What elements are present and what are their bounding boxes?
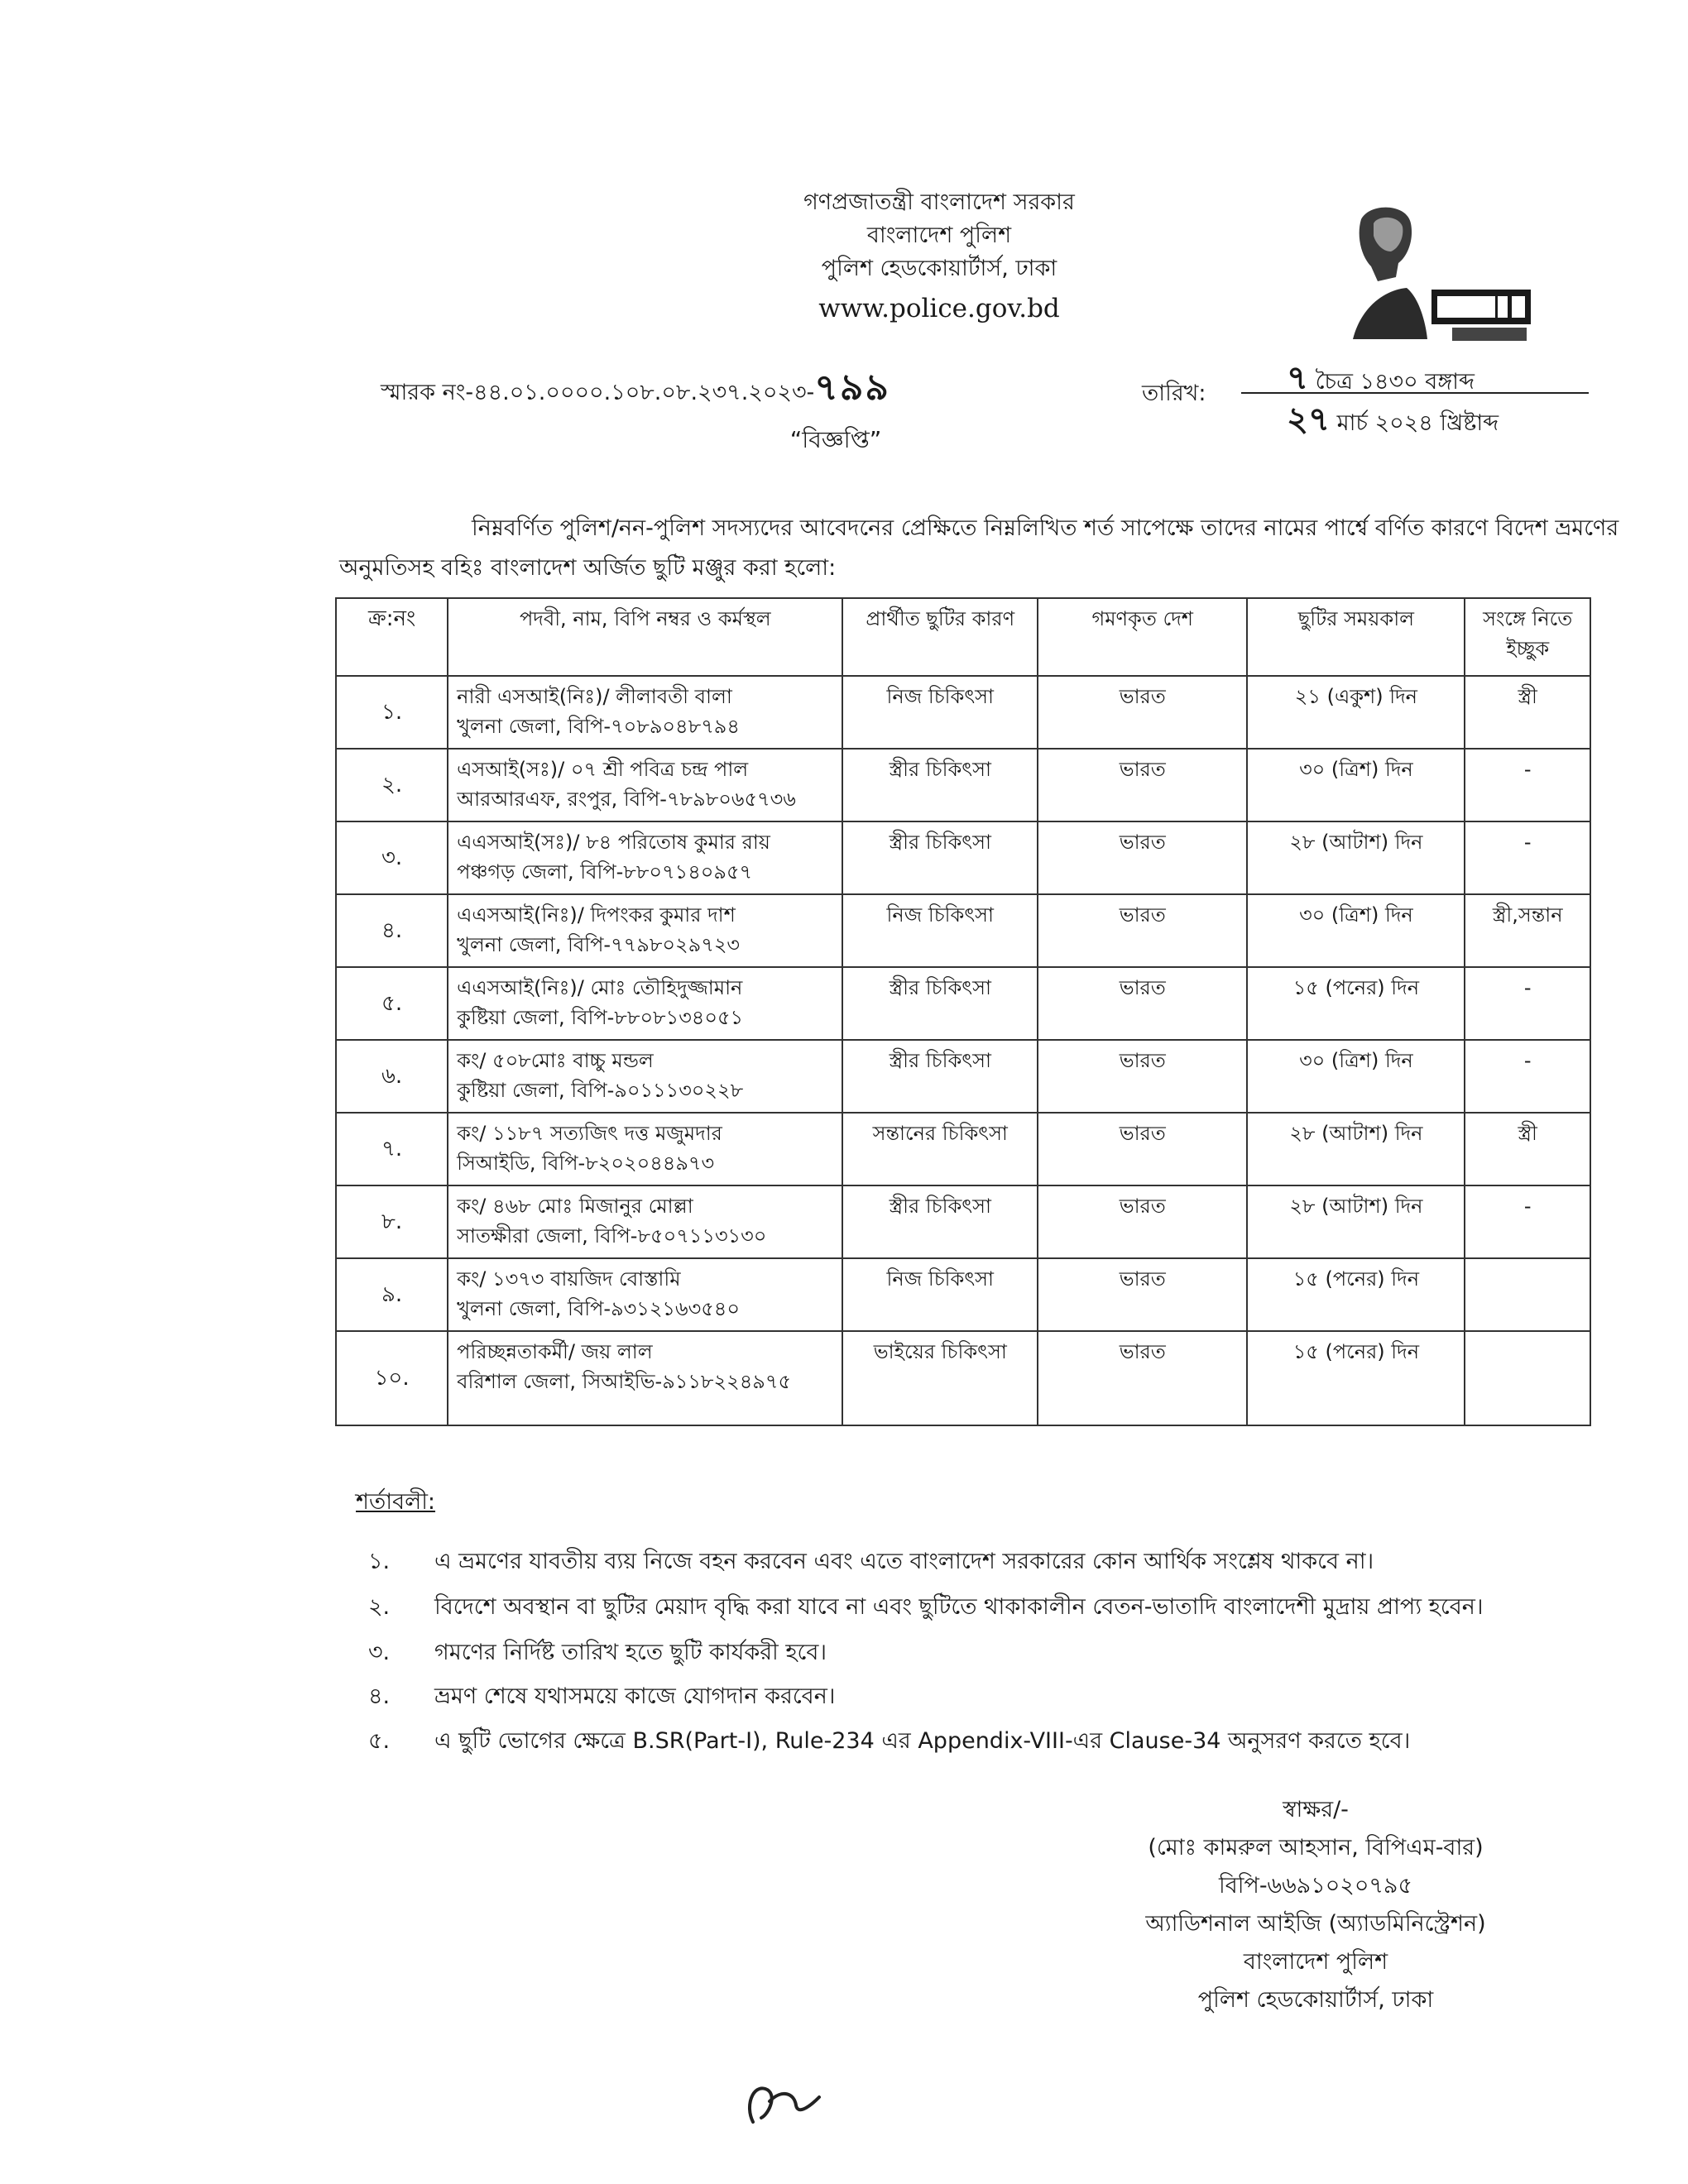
- date-greg-day: ২৭: [1287, 400, 1331, 438]
- cell-name-title: কং/ ১৩৭৩ বায়জিদ বোস্তামি: [457, 1267, 681, 1291]
- cell-duration: ১৫ (পনের) দিন: [1247, 967, 1465, 1040]
- notice-title: [0, 422, 1688, 461]
- table-row: [336, 1040, 1590, 1113]
- cell-companion: স্ত্রী: [1465, 1113, 1590, 1185]
- cell-name: [448, 821, 842, 894]
- cell-name-place: সাতক্ষীরা জেলা, বিপি-৮৫০৭১১৩১৩০: [457, 1224, 767, 1248]
- condition-number: ৪.: [368, 1684, 391, 1709]
- cell-companion: -: [1465, 821, 1590, 894]
- cell-country: ভারত: [1038, 1258, 1247, 1331]
- cell-name: [448, 1331, 842, 1425]
- cell-companion: -: [1465, 967, 1590, 1040]
- cell-serial: ৬.: [336, 1040, 448, 1113]
- cell-companion: [1465, 1331, 1590, 1425]
- intro-paragraph: নিম্নবর্ণিত পুলিশ/নন-পুলিশ সদস্যদের আবেদনের প্রেক্ষিতে নিম্নলিখিত শর্ত সাপেক্ষে তাদের নামের পার্শ্বে বর্ণিত কারণে বিদেশ ভ্রমণের অনুমতিসহ বহিঃ বাংলাদেশ অর্জিত ছুটি মঞ্জুর করা হলো:: [339, 515, 1619, 581]
- condition-text: এ ভ্রমণের যাবতীয় ব্যয় নিজে বহন করবেন এবং এতে বাংলাদেশ সরকারের কোন আর্থিক সংশ্লেষ থাকবে না।: [434, 1549, 1374, 1574]
- cell-reason: স্ত্রীর চিকিৎসা: [842, 1185, 1038, 1258]
- cell-serial: ৫.: [336, 967, 448, 1040]
- table-row: [336, 749, 1590, 821]
- cell-companion: -: [1465, 749, 1590, 821]
- date-label: তারিখ:: [1142, 381, 1206, 406]
- cell-name-place: কুষ্টিয়া জেলা, বিপি-৮৮০৮১৩৪০৫১: [457, 1006, 744, 1029]
- cell-reason: নিজ চিকিৎসা: [842, 894, 1038, 967]
- signature-block: [1026, 1791, 1605, 2019]
- col-header-duration: ছুটির সময়কাল: [1247, 598, 1465, 676]
- cell-duration: ৩০ (ত্রিশ) দিন: [1247, 1040, 1465, 1113]
- cell-duration: ১৫ (পনের) দিন: [1247, 1331, 1465, 1425]
- cell-serial: ৮.: [336, 1185, 448, 1258]
- cell-name: [448, 1185, 842, 1258]
- col-header-name: পদবী, নাম, বিপি নম্বর ও কর্মস্থল: [448, 598, 842, 676]
- cell-name: [448, 894, 842, 967]
- cell-serial: ৪.: [336, 894, 448, 967]
- cell-name-title: এএসআই(নিঃ)/ মোঃ তৌহিদুজ্জামান: [457, 976, 743, 999]
- cell-duration: ২৮ (আটাশ) দিন: [1247, 1185, 1465, 1258]
- condition-item: [368, 1543, 1609, 1581]
- memo-handwritten-number: ৭৯৯: [814, 366, 890, 409]
- cell-name-place: খুলনা জেলা, বিপি-৭০৮৯০৪৮৭৯৪: [457, 715, 740, 738]
- table-row: [336, 1331, 1590, 1425]
- condition-item: [368, 1678, 1609, 1716]
- signatory-org: বাংলাদেশ পুলিশ: [1243, 1949, 1388, 1975]
- cell-country: ভারত: [1038, 1040, 1247, 1113]
- date-greg-rest: মার্চ ২০২৪ খ্রিষ্টাব্দ: [1336, 410, 1499, 436]
- table-row: [336, 894, 1590, 967]
- cell-companion: -: [1465, 1185, 1590, 1258]
- cell-companion: স্ত্রী,সন্তান: [1465, 894, 1590, 967]
- col-header-country: গমণকৃত দেশ: [1038, 598, 1247, 676]
- condition-item: [368, 1588, 1609, 1626]
- condition-text: গমণের নির্দিষ্ট তারিখ হতে ছুটি কার্যকরী হবে।: [434, 1640, 827, 1665]
- cell-country: ভারত: [1038, 1113, 1247, 1185]
- cell-serial: ২.: [336, 749, 448, 821]
- cell-duration: ৩০ (ত্রিশ) দিন: [1247, 749, 1465, 821]
- header-line-govt: গণপ্রজাতন্ত্রী বাংলাদেশ সরকার: [803, 189, 1075, 215]
- signatory-bp: বিপি-৬৬৯১০২০৭৯৫: [1219, 1873, 1412, 1899]
- cell-companion: -: [1465, 1040, 1590, 1113]
- cell-duration: ২৮ (আটাশ) দিন: [1247, 821, 1465, 894]
- cell-name: [448, 1258, 842, 1331]
- header-website: www.police.gov.bd: [818, 294, 1060, 323]
- mujib-centenary-logo-icon: [1328, 199, 1551, 347]
- cell-reason: সন্তানের চিকিৎসা: [842, 1113, 1038, 1185]
- cell-name-title: নারী এসআই(নিঃ)/ লীলাবতী বালা: [457, 685, 732, 708]
- notice-title-text: “বিজ্ঞপ্তি”: [789, 426, 882, 453]
- cell-name-title: এএসআই(নিঃ)/ দিপংকর কুমার দাশ: [457, 903, 736, 927]
- cell-reason: ভাইয়ের চিকিৎসা: [842, 1331, 1038, 1425]
- cell-duration: ১৫ (পনের) দিন: [1247, 1258, 1465, 1331]
- cell-duration: ৩০ (ত্রিশ) দিন: [1247, 894, 1465, 967]
- table-header-row: [336, 598, 1590, 676]
- table-row: [336, 1258, 1590, 1331]
- cell-reason: স্ত্রীর চিকিৎসা: [842, 967, 1038, 1040]
- cell-duration: ২৮ (আটাশ) দিন: [1247, 1113, 1465, 1185]
- cell-name-place: খুলনা জেলা, বিপি-৯৩১২১৬৩৫৪০: [457, 1297, 740, 1320]
- cell-name-place: কুষ্টিয়া জেলা, বিপি-৯০১১১৩০২২৮: [457, 1079, 744, 1102]
- cell-name-title: এএসআই(সঃ)/ ৮৪ পরিতোষ কুমার রায়: [457, 831, 770, 854]
- cell-reason: স্ত্রীর চিকিৎসা: [842, 749, 1038, 821]
- cell-name: [448, 967, 842, 1040]
- date-bangla-day: ৭: [1287, 358, 1309, 397]
- cell-name-title: এসআই(সঃ)/ ০৭ শ্রী পবিত্র চন্দ্র পাল: [457, 758, 749, 781]
- signatory-office: পুলিশ হেডকোয়ার্টার্স, ঢাকা: [1197, 1987, 1434, 2013]
- cell-name-title: কং/ ৫০৮মোঃ বাচ্চু মন্ডল: [457, 1049, 654, 1072]
- memo-prefix: স্মারক নং-৪৪.০১.০০০০.১০৮.০৮.২৩৭.২০২৩-: [381, 380, 815, 405]
- cell-duration: ২১ (একুশ) দিন: [1247, 676, 1465, 749]
- cell-reason: স্ত্রীর চিকিৎসা: [842, 1040, 1038, 1113]
- cell-reason: নিজ চিকিৎসা: [842, 676, 1038, 749]
- leave-table: [335, 597, 1591, 1426]
- condition-number: ২.: [368, 1594, 391, 1620]
- cell-country: ভারত: [1038, 1331, 1247, 1425]
- cell-name-title: কং/ ৪৬৮ মোঃ মিজানুর মোল্লা: [457, 1195, 693, 1218]
- conditions-heading: শর্তাবলী:: [356, 1489, 436, 1515]
- cell-name-title: কং/ ১১৮৭ সত্যজিৎ দত্ত মজুমদার: [457, 1122, 722, 1145]
- cell-name: [448, 1040, 842, 1113]
- col-header-companion: সংঙ্গে নিতে ইচ্ছুক: [1465, 598, 1590, 676]
- cell-serial: ৩.: [336, 821, 448, 894]
- date-bangla-rest: চৈত্র ১৪৩০ বঙ্গাব্দ: [1315, 369, 1475, 395]
- cell-country: ভারত: [1038, 749, 1247, 821]
- cell-reason: নিজ চিকিৎসা: [842, 1258, 1038, 1331]
- cell-name-title: পরিচ্ছন্নতাকর্মী/ জয় লাল: [457, 1340, 653, 1363]
- cell-reason: স্ত্রীর চিকিৎসা: [842, 821, 1038, 894]
- condition-item: [368, 1634, 1609, 1672]
- table-row: [336, 821, 1590, 894]
- cell-name-place: সিআইডি, বিপি-৮২০২০৪৪৯৭৩: [457, 1152, 715, 1175]
- cell-name-place: খুলনা জেলা, বিপি-৭৭৯৮০২৯৭২৩: [457, 933, 741, 956]
- condition-text: বিদেশে অবস্থান বা ছুটির মেয়াদ বৃদ্ধি করা যাবে না এবং ছুটিতে থাকাকালীন বেতন-ভাতাদি বাংলাদেশী মুদ্রায় প্রাপ্য হবেন।: [434, 1594, 1484, 1620]
- condition-number: ১.: [368, 1549, 391, 1574]
- cell-name: [448, 749, 842, 821]
- cell-name-place: পঞ্চগড় জেলা, বিপি-৮৮০৭১৪০৯৫৭: [457, 860, 753, 884]
- col-header-reason: প্রার্থীত ছুটির কারণ: [842, 598, 1038, 676]
- col-header-serial: ক্র:নং: [336, 598, 448, 676]
- cell-serial: ১.: [336, 676, 448, 749]
- condition-item: [368, 1722, 1609, 1760]
- condition-text: এ ছুটি ভোগের ক্ষেত্রে B.SR(Part-I), Rule-234 এর Appendix-VIII-এর Clause-34 অনুসরণ করতে হবে।: [434, 1728, 1411, 1754]
- signatory-name: (মোঃ কামরুল আহসান, বিপিএম-বার): [1148, 1835, 1484, 1861]
- table-row: [336, 967, 1590, 1040]
- cell-country: ভারত: [1038, 821, 1247, 894]
- cell-country: ভারত: [1038, 967, 1247, 1040]
- signatory-designation: অ্যাডিশনাল আইজি (অ্যাডমিনিস্ট্রেশন): [1145, 1911, 1486, 1937]
- cell-name-place: আরআরএফ, রংপুর, বিপি-৭৮৯৮০৬৫৭৩৬: [457, 788, 796, 811]
- table-row: [336, 676, 1590, 749]
- header-line-police: বাংলাদেশ পুলিশ: [866, 223, 1012, 248]
- condition-text: ভ্রমণ শেষে যথাসময়ে কাজে যোগদান করবেন।: [434, 1684, 836, 1709]
- cell-name: [448, 1113, 842, 1185]
- cell-country: ভারত: [1038, 894, 1247, 967]
- cell-companion: [1465, 1258, 1590, 1331]
- cell-name: [448, 676, 842, 749]
- cell-serial: ৯.: [336, 1258, 448, 1331]
- table-row: [336, 1185, 1590, 1258]
- cell-name-place: বরিশাল জেলা, সিআইভি-৯১১৮২২৪৯৭৫: [457, 1370, 792, 1393]
- condition-number: ৫.: [368, 1728, 391, 1754]
- cell-companion: স্ত্রী: [1465, 676, 1590, 749]
- header-line-hq: পুলিশ হেডকোয়ার্টার্স, ঢাকা: [821, 256, 1057, 281]
- condition-number: ৩.: [368, 1640, 391, 1665]
- cell-country: ভারত: [1038, 676, 1247, 749]
- table-row: [336, 1113, 1590, 1185]
- signature-mark: স্বাক্ষর/-: [1283, 1797, 1349, 1822]
- memo-number: [381, 360, 890, 420]
- cell-serial: ৭.: [336, 1113, 448, 1185]
- cell-country: ভারত: [1038, 1185, 1247, 1258]
- handwritten-initial-icon: [736, 2072, 836, 2130]
- cell-serial: ১০.: [336, 1331, 448, 1425]
